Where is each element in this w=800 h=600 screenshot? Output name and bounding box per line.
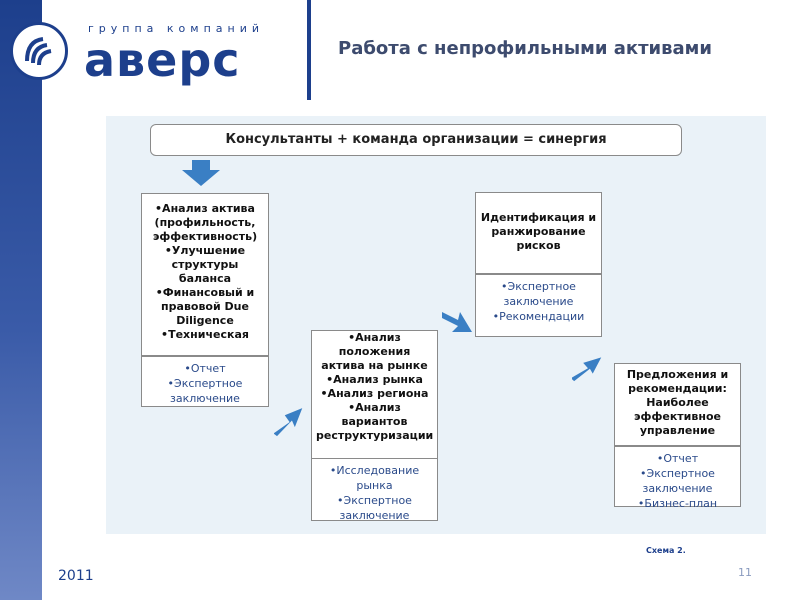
box2-line: •Анализ положения актива на рынке xyxy=(321,331,428,372)
box-proposals-results xyxy=(614,446,741,510)
box1-line: •Анализ актива (профильность, эффективность) xyxy=(152,202,258,243)
arrow-diagonal-icon xyxy=(440,306,474,336)
box-risk-identification xyxy=(475,192,602,274)
page-title: Работа с непрофильными активами xyxy=(338,38,713,59)
arrow-diagonal-icon xyxy=(572,352,602,384)
box-market-analysis-results xyxy=(311,458,438,521)
footer-year: 2011 xyxy=(58,568,94,584)
header-divider xyxy=(307,0,311,100)
company-logo xyxy=(10,20,280,90)
box2-line: •Анализ рынка xyxy=(326,373,423,386)
box1-result: •Экспертное заключение xyxy=(167,377,243,405)
box4-line: Предложения и рекомендации: Наиболее эффективное управление xyxy=(626,368,729,437)
box-proposals xyxy=(614,363,741,446)
page-number: 11 xyxy=(738,566,752,579)
logo-subtitle: группа компаний xyxy=(88,22,264,35)
diagram-caption: Схема 2. xyxy=(646,546,686,555)
box3-line: Идентификация и ранжирование рисков xyxy=(480,211,597,252)
box1-line: •Финансовый и правовой Due Diligence xyxy=(155,286,255,327)
box4-result: •Бизнес-план xyxy=(637,497,718,510)
box3-result: •Рекомендации xyxy=(492,310,585,323)
box1-result: •Отчет xyxy=(184,362,226,375)
logo-wordmark: аверс xyxy=(84,33,241,87)
box4-result: •Экспертное заключение xyxy=(640,467,715,495)
box-risk-identification-results xyxy=(475,274,602,337)
box2-line: •Анализ региона xyxy=(320,387,429,400)
box3-result: •Экспертное заключение xyxy=(501,280,576,308)
synergy-banner: Консультанты + команда организации = синергия xyxy=(150,124,682,156)
box-market-analysis xyxy=(311,330,438,460)
box1-line: •Техническая xyxy=(161,328,249,341)
arrow-diagonal-icon xyxy=(274,400,304,440)
sidebar-strip xyxy=(0,0,42,600)
arrow-down-icon xyxy=(180,160,222,188)
box4-result: •Отчет xyxy=(656,452,699,465)
logo-emblem-icon xyxy=(10,22,68,80)
box-asset-analysis xyxy=(141,193,269,356)
box2-result: •Экспертное заключение xyxy=(337,494,412,522)
box1-line: •Улучшение структуры баланса xyxy=(164,244,246,285)
box2-line: •Анализ вариантов реструктуризации xyxy=(316,401,434,442)
box2-result: •Исследование рынка xyxy=(329,464,420,492)
box-asset-analysis-results xyxy=(141,356,269,407)
